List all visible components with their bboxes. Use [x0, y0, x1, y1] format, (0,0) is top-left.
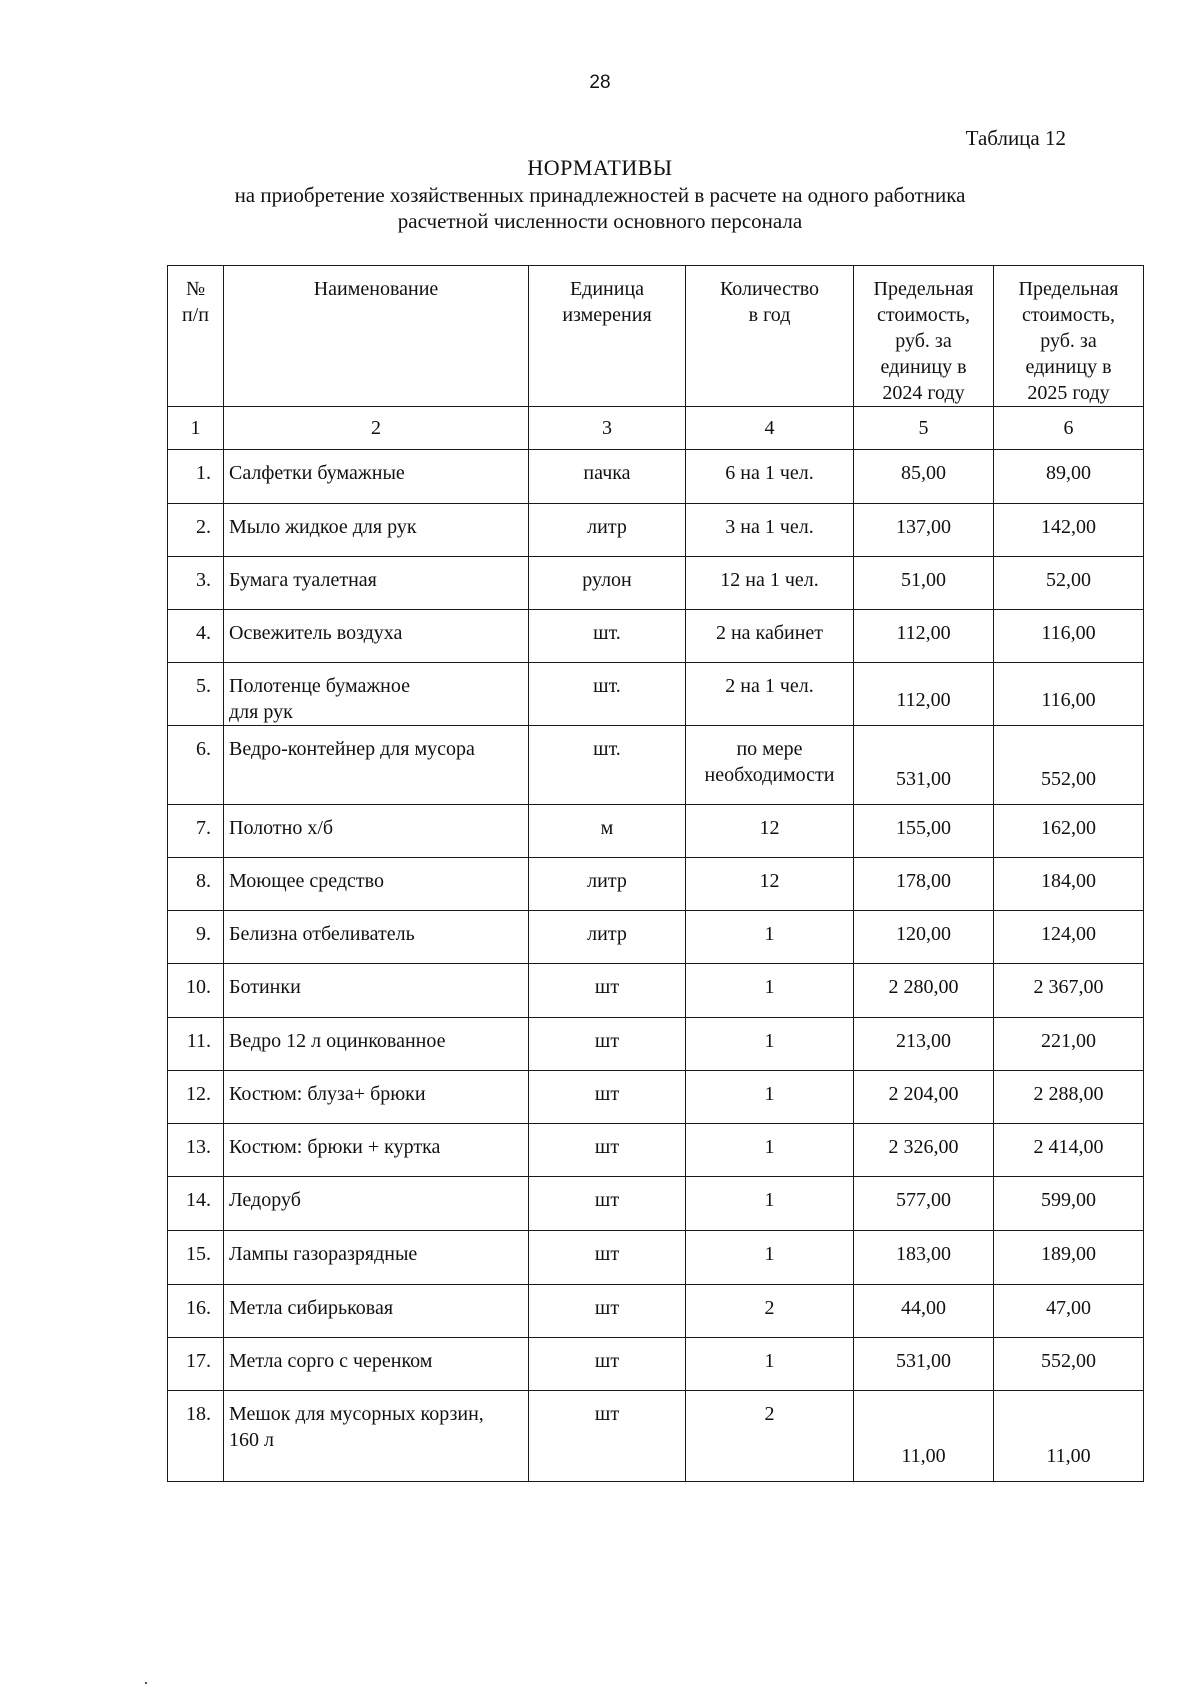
cell-unit: шт	[529, 1338, 686, 1391]
table-row	[168, 911, 1144, 964]
cell-unit: шт	[529, 1285, 686, 1338]
cell-qty-line: 1	[764, 1030, 775, 1052]
cell-name	[224, 911, 529, 964]
header-price-2025	[994, 266, 1144, 407]
subtitle-line-2: расчетной численности основного персонала	[397, 209, 803, 233]
cell-num: 2.	[168, 504, 224, 557]
header-price-2025-line: руб. за	[1040, 330, 1097, 352]
cell-price-2025: 552,00	[994, 726, 1144, 805]
cell-price-2024: 11,00	[854, 1391, 994, 1482]
cell-unit: шт.	[529, 663, 686, 726]
cell-unit: рулон	[529, 557, 686, 610]
cell-name	[224, 964, 529, 1018]
cell-price-2025: 116,00	[994, 610, 1144, 663]
cell-qty	[686, 504, 854, 557]
cell-qty	[686, 1177, 854, 1231]
cell-unit: м	[529, 805, 686, 858]
header-row	[168, 266, 1144, 407]
cell-price-2025: 552,00	[994, 1338, 1144, 1391]
cell-price-2024: 2 280,00	[854, 964, 994, 1018]
header-unit-line: измерения	[562, 304, 652, 326]
table-row	[168, 1285, 1144, 1338]
table-row	[168, 610, 1144, 663]
header-price-2025-line: Предельная	[1018, 278, 1119, 300]
header-unit-line: Единица	[569, 278, 645, 300]
cell-qty-line: 1	[764, 1083, 775, 1105]
table-row	[168, 858, 1144, 911]
cell-name-line: Салфетки бумажные	[229, 462, 405, 484]
table-row	[168, 557, 1144, 610]
cell-name	[224, 1071, 529, 1124]
cell-name	[224, 610, 529, 663]
cell-name-line: для рук	[229, 701, 293, 723]
cell-qty	[686, 911, 854, 964]
cell-name-line: Костюм: брюки + куртка	[229, 1136, 441, 1158]
cell-name-line: Полотно х/б	[229, 817, 334, 839]
cell-qty-line: 2 на 1 чел.	[725, 675, 814, 697]
table-row	[168, 1177, 1144, 1231]
cell-name-line: Моющее средство	[229, 870, 384, 892]
cell-name-line: Бумага туалетная	[229, 569, 377, 591]
cell-num: 8.	[168, 858, 224, 911]
subtitle-line-1: на приобретение хозяйственных принадлежностей в расчете на одного работника	[234, 183, 966, 207]
column-index-cell: 1	[168, 407, 224, 450]
cell-price-2024: 2 326,00	[854, 1124, 994, 1177]
cell-qty-line: 2	[764, 1297, 775, 1319]
cell-num: 11.	[168, 1018, 224, 1071]
table-row	[168, 1018, 1144, 1071]
cell-price-2025: 116,00	[994, 663, 1144, 726]
cell-num: 17.	[168, 1338, 224, 1391]
cell-qty	[686, 1018, 854, 1071]
cell-unit: шт.	[529, 610, 686, 663]
table-row	[168, 964, 1144, 1018]
cell-price-2025: 2 288,00	[994, 1071, 1144, 1124]
header-name	[224, 266, 529, 407]
cell-qty	[686, 450, 854, 504]
cell-name-line: Ведро-контейнер для мусора	[229, 738, 475, 760]
table-row	[168, 1391, 1144, 1482]
cell-price-2024: 120,00	[854, 911, 994, 964]
cell-name	[224, 726, 529, 805]
cell-price-2025: 184,00	[994, 858, 1144, 911]
header-price-2025-line: 2025 году	[1027, 382, 1110, 404]
cell-qty	[686, 610, 854, 663]
header-qty-line: Количество	[719, 278, 820, 300]
cell-price-2024: 85,00	[854, 450, 994, 504]
cell-qty	[686, 858, 854, 911]
cell-num: 13.	[168, 1124, 224, 1177]
cell-num: 14.	[168, 1177, 224, 1231]
cell-qty-line: необходимости	[704, 764, 835, 786]
cell-qty-line: 1	[764, 1189, 775, 1211]
cell-name-line: Мыло жидкое для рук	[229, 516, 417, 538]
cell-price-2025: 162,00	[994, 805, 1144, 858]
cell-num: 3.	[168, 557, 224, 610]
cell-name	[224, 450, 529, 504]
scan-speck	[145, 1682, 147, 1684]
cell-price-2025: 2 367,00	[994, 964, 1144, 1018]
header-unit	[529, 266, 686, 407]
cell-qty-line: 12 на 1 чел.	[720, 569, 819, 591]
norms-table	[167, 265, 1144, 1482]
cell-num: 7.	[168, 805, 224, 858]
cell-name-line: Белизна отбеливатель	[229, 923, 415, 945]
table-row	[168, 726, 1144, 805]
cell-unit: шт	[529, 1124, 686, 1177]
cell-price-2025: 189,00	[994, 1231, 1144, 1285]
cell-price-2025: 47,00	[994, 1285, 1144, 1338]
table-label: Таблица 12	[965, 126, 1066, 150]
header-qty-line: в год	[748, 304, 791, 326]
cell-name-line: Ледоруб	[229, 1189, 301, 1211]
page-number: 28	[589, 72, 611, 93]
table-row	[168, 1124, 1144, 1177]
cell-num: 15.	[168, 1231, 224, 1285]
cell-price-2024: 178,00	[854, 858, 994, 911]
header-price-2025-line: стоимость,	[1022, 304, 1115, 326]
cell-price-2025: 221,00	[994, 1018, 1144, 1071]
column-index-cell: 2	[224, 407, 529, 450]
cell-name	[224, 1231, 529, 1285]
cell-unit: литр	[529, 911, 686, 964]
cell-unit: литр	[529, 504, 686, 557]
cell-name-line: Ведро 12 л оцинкованное	[229, 1030, 446, 1052]
cell-price-2024: 155,00	[854, 805, 994, 858]
cell-name	[224, 663, 529, 726]
header-price-2025-line: единицу в	[1025, 356, 1112, 378]
cell-num: 5.	[168, 663, 224, 726]
cell-qty-line: 1	[764, 1243, 775, 1265]
cell-price-2024: 183,00	[854, 1231, 994, 1285]
cell-num: 18.	[168, 1391, 224, 1482]
table-row	[168, 450, 1144, 504]
cell-price-2024: 51,00	[854, 557, 994, 610]
cell-name-line: 160 л	[229, 1429, 274, 1451]
cell-name	[224, 504, 529, 557]
cell-qty	[686, 663, 854, 726]
cell-qty-line: по мере	[736, 738, 803, 760]
cell-name	[224, 557, 529, 610]
cell-price-2025: 11,00	[994, 1391, 1144, 1482]
cell-price-2025: 52,00	[994, 557, 1144, 610]
cell-price-2025: 2 414,00	[994, 1124, 1144, 1177]
cell-name-line: Костюм: блуза+ брюки	[229, 1083, 426, 1105]
table-row	[168, 1071, 1144, 1124]
cell-name	[224, 1124, 529, 1177]
cell-price-2025: 599,00	[994, 1177, 1144, 1231]
cell-qty-line: 2	[764, 1403, 775, 1425]
cell-qty-line: 1	[764, 923, 775, 945]
cell-name	[224, 1391, 529, 1482]
cell-num: 1.	[168, 450, 224, 504]
cell-num: 4.	[168, 610, 224, 663]
document-subtitle	[0, 182, 1200, 234]
cell-num: 9.	[168, 911, 224, 964]
header-price-2024	[854, 266, 994, 407]
cell-qty	[686, 726, 854, 805]
header-qty	[686, 266, 854, 407]
cell-unit: шт	[529, 1177, 686, 1231]
cell-qty-line: 1	[764, 1136, 775, 1158]
cell-unit: шт	[529, 1391, 686, 1482]
cell-qty	[686, 964, 854, 1018]
table-row	[168, 504, 1144, 557]
cell-qty-line: 1	[764, 1350, 775, 1372]
cell-unit: литр	[529, 858, 686, 911]
cell-price-2025: 124,00	[994, 911, 1144, 964]
cell-name-line: Метла сибирьковая	[229, 1297, 394, 1319]
header-name-text: Наименование	[313, 278, 439, 300]
cell-qty-line: 2 на кабинет	[715, 622, 824, 644]
header-price-2024-line: единицу в	[880, 356, 967, 378]
cell-name-line: Освежитель воздуха	[229, 622, 403, 644]
header-price-2024-line: руб. за	[895, 330, 952, 352]
cell-qty	[686, 1071, 854, 1124]
cell-qty-line: 3 на 1 чел.	[725, 516, 814, 538]
header-num	[168, 266, 224, 407]
cell-name	[224, 1018, 529, 1071]
cell-name	[224, 1177, 529, 1231]
column-index-cell: 5	[854, 407, 994, 450]
table-row	[168, 805, 1144, 858]
cell-qty	[686, 557, 854, 610]
table-row	[168, 1338, 1144, 1391]
cell-price-2025: 89,00	[994, 450, 1144, 504]
cell-price-2024: 531,00	[854, 726, 994, 805]
document-title: НОРМАТИВЫ	[527, 155, 673, 180]
cell-unit: шт	[529, 1231, 686, 1285]
header-num-line: п/п	[182, 304, 209, 326]
cell-name-line: Мешок для мусорных корзин,	[229, 1403, 484, 1425]
cell-unit: пачка	[529, 450, 686, 504]
cell-qty-line: 6 на 1 чел.	[725, 462, 814, 484]
cell-price-2024: 577,00	[854, 1177, 994, 1231]
cell-qty	[686, 805, 854, 858]
header-price-2024-line: 2024 году	[882, 382, 965, 404]
cell-name-line: Ботинки	[229, 976, 301, 998]
cell-qty	[686, 1338, 854, 1391]
cell-num: 12.	[168, 1071, 224, 1124]
header-price-2024-line: Предельная	[873, 278, 974, 300]
cell-unit: шт	[529, 1018, 686, 1071]
cell-num: 10.	[168, 964, 224, 1018]
cell-name-line: Лампы газоразрядные	[229, 1243, 418, 1265]
cell-qty-line: 1	[764, 976, 775, 998]
column-index-cell: 3	[529, 407, 686, 450]
cell-qty	[686, 1124, 854, 1177]
cell-name-line: Полотенце бумажное	[229, 675, 410, 697]
cell-name	[224, 1338, 529, 1391]
cell-qty-line: 12	[759, 870, 780, 892]
cell-price-2024: 44,00	[854, 1285, 994, 1338]
table-body	[168, 450, 1144, 1482]
cell-price-2024: 531,00	[854, 1338, 994, 1391]
cell-name	[224, 858, 529, 911]
cell-num: 16.	[168, 1285, 224, 1338]
cell-price-2024: 112,00	[854, 663, 994, 726]
cell-name	[224, 1285, 529, 1338]
cell-name	[224, 805, 529, 858]
cell-qty	[686, 1391, 854, 1482]
cell-price-2024: 213,00	[854, 1018, 994, 1071]
column-index-cell: 6	[994, 407, 1144, 450]
cell-price-2024: 2 204,00	[854, 1071, 994, 1124]
table-row	[168, 663, 1144, 726]
cell-num: 6.	[168, 726, 224, 805]
table-row	[168, 1231, 1144, 1285]
cell-qty	[686, 1285, 854, 1338]
cell-qty	[686, 1231, 854, 1285]
cell-name-line: Метла сорго с черенком	[229, 1350, 433, 1372]
cell-qty-line: 12	[759, 817, 780, 839]
cell-unit: шт.	[529, 726, 686, 805]
cell-unit: шт	[529, 964, 686, 1018]
cell-price-2024: 137,00	[854, 504, 994, 557]
header-price-2024-line: стоимость,	[877, 304, 970, 326]
cell-price-2025: 142,00	[994, 504, 1144, 557]
header-num-line: №	[185, 278, 206, 300]
cell-price-2024: 112,00	[854, 610, 994, 663]
column-index-cell: 4	[686, 407, 854, 450]
column-index-row	[168, 407, 1144, 450]
cell-unit: шт	[529, 1071, 686, 1124]
